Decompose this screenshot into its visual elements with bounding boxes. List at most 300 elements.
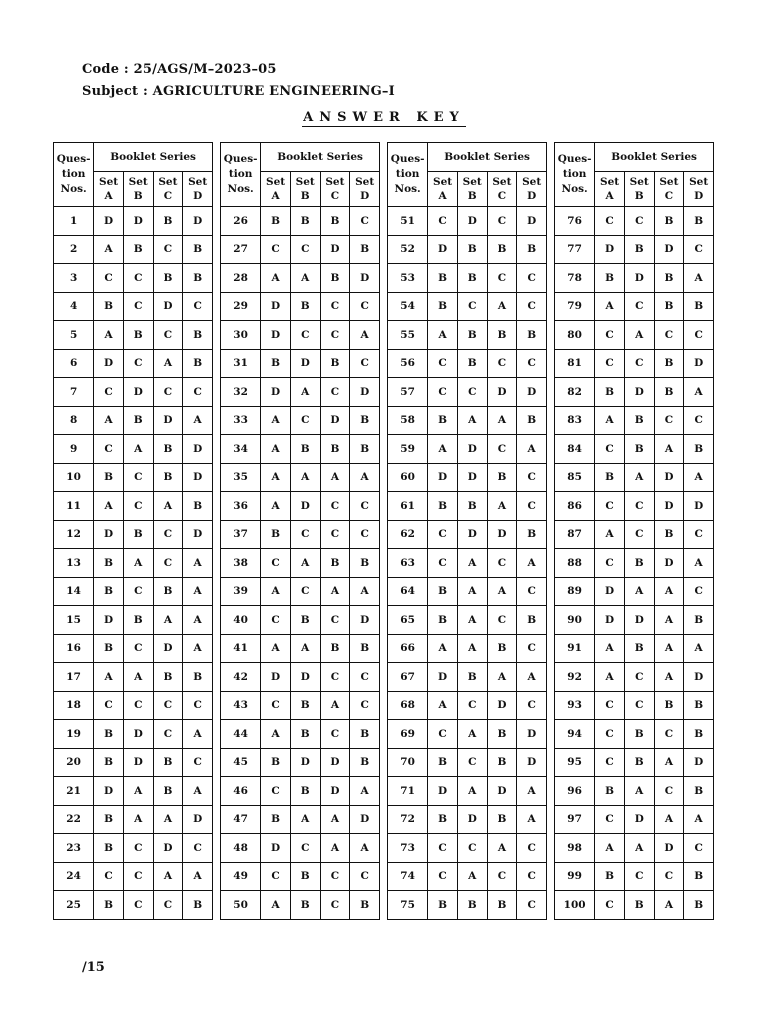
answer-cell: C: [261, 606, 291, 635]
question-number: 39: [221, 577, 261, 606]
answer-cell: D: [487, 691, 517, 720]
answer-cell: C: [320, 378, 350, 407]
set-letter: D: [193, 190, 203, 202]
answer-cell: A: [261, 577, 291, 606]
table-row: [54, 862, 213, 891]
answer-cell: A: [624, 321, 654, 350]
question-number: 23: [54, 834, 94, 863]
answer-cell: A: [517, 549, 547, 578]
question-number: 17: [54, 663, 94, 692]
table-row: [54, 606, 213, 635]
answer-cell: B: [153, 435, 183, 464]
answer-cell: A: [123, 549, 153, 578]
answer-cell: B: [350, 748, 380, 777]
answer-cell: B: [457, 235, 487, 264]
answer-cell: C: [290, 406, 320, 435]
answer-cell: A: [261, 463, 291, 492]
answer-cell: D: [261, 378, 291, 407]
answer-cell: D: [350, 606, 380, 635]
table-row: [221, 463, 380, 492]
answer-cell: C: [428, 549, 458, 578]
table-row: [555, 834, 714, 863]
set-header: [457, 172, 487, 207]
question-number: 67: [388, 663, 428, 692]
table-row: [54, 463, 213, 492]
answer-cell: B: [183, 321, 213, 350]
answer-cell: A: [320, 463, 350, 492]
answer-cell: A: [457, 777, 487, 806]
answer-cell: B: [94, 748, 124, 777]
booklet-series-header: Booklet Series: [428, 143, 547, 172]
answer-cell: B: [290, 691, 320, 720]
answer-cell: D: [684, 349, 714, 378]
question-number: 90: [555, 606, 595, 635]
table-row: [221, 378, 380, 407]
table-row: [54, 805, 213, 834]
table-row: [54, 549, 213, 578]
question-number: 35: [221, 463, 261, 492]
answer-cell: D: [457, 463, 487, 492]
answer-cell: D: [654, 492, 684, 521]
question-number: 68: [388, 691, 428, 720]
answer-cell: A: [457, 406, 487, 435]
answer-cell: C: [94, 378, 124, 407]
answer-cell: A: [183, 406, 213, 435]
set-letter: B: [467, 190, 477, 202]
answer-cell: B: [457, 321, 487, 350]
answer-cell: C: [595, 691, 625, 720]
answer-cell: C: [654, 862, 684, 891]
answer-cell: D: [290, 349, 320, 378]
answer-cell: B: [624, 235, 654, 264]
answer-cell: B: [457, 264, 487, 293]
question-number: 20: [54, 748, 94, 777]
table-row: [221, 292, 380, 321]
answer-cell: B: [94, 891, 124, 920]
table-row: [555, 805, 714, 834]
table-row: [555, 292, 714, 321]
answer-cell: C: [350, 207, 380, 236]
answer-cell: A: [261, 264, 291, 293]
answer-cell: C: [487, 549, 517, 578]
answer-cell: A: [595, 406, 625, 435]
set-header: [183, 172, 213, 207]
booklet-series-header: Booklet Series: [595, 143, 714, 172]
set-letter: B: [133, 190, 143, 202]
table-row: [54, 321, 213, 350]
question-header-text: tion: [562, 168, 587, 180]
answer-cell: B: [350, 406, 380, 435]
question-number: 7: [54, 378, 94, 407]
question-number: 89: [555, 577, 595, 606]
answer-cell: C: [153, 720, 183, 749]
answer-cell: C: [123, 862, 153, 891]
answer-cell: B: [94, 634, 124, 663]
table-row: [555, 748, 714, 777]
answer-cell: B: [153, 463, 183, 492]
answer-cell: A: [94, 321, 124, 350]
set-header: [624, 172, 654, 207]
question-number: 64: [388, 577, 428, 606]
answer-cell: C: [261, 862, 291, 891]
answer-cell: B: [320, 549, 350, 578]
table-row: [221, 207, 380, 236]
question-number: 51: [388, 207, 428, 236]
answer-cell: A: [261, 435, 291, 464]
table-row: [555, 207, 714, 236]
question-number: 36: [221, 492, 261, 521]
question-header-text: Ques-: [223, 153, 258, 165]
answer-cell: B: [684, 777, 714, 806]
table-row: [555, 606, 714, 635]
question-number: 41: [221, 634, 261, 663]
answer-cell: A: [428, 435, 458, 464]
set-word: Set: [689, 176, 709, 188]
answer-cell: B: [350, 549, 380, 578]
answer-cell: C: [684, 577, 714, 606]
answer-cell: C: [684, 520, 714, 549]
answer-cell: C: [428, 834, 458, 863]
answer-cell: A: [684, 634, 714, 663]
answer-cell: C: [624, 862, 654, 891]
answer-cell: C: [123, 492, 153, 521]
answer-cell: A: [457, 634, 487, 663]
answer-cell: B: [624, 435, 654, 464]
answer-cell: B: [684, 292, 714, 321]
question-number: 21: [54, 777, 94, 806]
question-number: 29: [221, 292, 261, 321]
answer-cell: C: [654, 321, 684, 350]
table-row: [221, 520, 380, 549]
table-row: [221, 264, 380, 293]
answer-cell: B: [183, 235, 213, 264]
set-word: Set: [355, 176, 375, 188]
answer-cell: D: [320, 777, 350, 806]
set-letter: C: [163, 190, 173, 202]
answer-cell: D: [654, 235, 684, 264]
table-row: [388, 349, 547, 378]
answer-cell: A: [684, 378, 714, 407]
answer-cell: C: [123, 463, 153, 492]
answer-cell: D: [261, 663, 291, 692]
answer-cell: B: [517, 406, 547, 435]
answer-cell: B: [183, 264, 213, 293]
answer-cell: D: [183, 435, 213, 464]
answer-cell: B: [487, 634, 517, 663]
answer-cell: C: [517, 862, 547, 891]
answer-cell: B: [350, 634, 380, 663]
table-row: [555, 349, 714, 378]
table-row: [555, 862, 714, 891]
table-row: [555, 777, 714, 806]
answer-cell: B: [183, 891, 213, 920]
question-number: 28: [221, 264, 261, 293]
set-header: [290, 172, 320, 207]
answer-cell: C: [320, 891, 350, 920]
answer-cell: A: [123, 777, 153, 806]
answer-cell: B: [487, 805, 517, 834]
answer-cell: A: [428, 691, 458, 720]
answer-cell: A: [654, 606, 684, 635]
answer-cell: B: [654, 520, 684, 549]
answer-cell: C: [595, 349, 625, 378]
answer-cell: C: [290, 834, 320, 863]
table-row: [388, 378, 547, 407]
answer-cell: B: [654, 349, 684, 378]
answer-cell: C: [624, 207, 654, 236]
set-header: [350, 172, 380, 207]
answer-cell: C: [183, 691, 213, 720]
question-number: 95: [555, 748, 595, 777]
question-number: 25: [54, 891, 94, 920]
answer-cell: D: [517, 720, 547, 749]
question-number: 31: [221, 349, 261, 378]
question-number: 3: [54, 264, 94, 293]
answer-cell: C: [261, 235, 291, 264]
answer-cell: B: [153, 207, 183, 236]
question-header-text: Ques-: [557, 153, 592, 165]
answer-cell: C: [457, 691, 487, 720]
answer-cell: A: [94, 663, 124, 692]
answer-cell: B: [595, 862, 625, 891]
answer-cell: B: [624, 634, 654, 663]
answer-cell: B: [487, 235, 517, 264]
table-row: [54, 834, 213, 863]
answer-cell: B: [94, 834, 124, 863]
table-row: [54, 663, 213, 692]
set-word: Set: [295, 176, 315, 188]
answer-cell: C: [457, 378, 487, 407]
answer-cell: B: [350, 435, 380, 464]
answer-cell: A: [624, 463, 654, 492]
question-number: 54: [388, 292, 428, 321]
table-row: [54, 492, 213, 521]
answer-cell: D: [261, 321, 291, 350]
answer-cell: A: [261, 634, 291, 663]
answer-cell: C: [684, 321, 714, 350]
answer-cell: D: [457, 435, 487, 464]
answer-cell: A: [487, 492, 517, 521]
answer-cell: C: [320, 606, 350, 635]
set-word: Set: [492, 176, 512, 188]
table-row: [555, 663, 714, 692]
answer-cell: D: [624, 378, 654, 407]
question-number: 45: [221, 748, 261, 777]
set-letter: C: [497, 190, 507, 202]
answer-cell: A: [290, 264, 320, 293]
answer-cell: B: [654, 691, 684, 720]
answer-cell: C: [595, 748, 625, 777]
question-number: 10: [54, 463, 94, 492]
answer-cell: A: [153, 492, 183, 521]
answer-cell: A: [428, 321, 458, 350]
answer-cell: A: [261, 406, 291, 435]
answer-cell: C: [457, 292, 487, 321]
question-number: 82: [555, 378, 595, 407]
answer-cell: B: [517, 520, 547, 549]
answer-cell: B: [123, 321, 153, 350]
answer-cell: D: [428, 235, 458, 264]
answer-cell: B: [153, 577, 183, 606]
answer-cell: A: [350, 577, 380, 606]
table-row: [221, 663, 380, 692]
answer-cell: B: [624, 720, 654, 749]
answer-cell: C: [517, 349, 547, 378]
question-header-text: Ques-: [56, 153, 91, 165]
question-number: 22: [54, 805, 94, 834]
table-row: [54, 634, 213, 663]
answer-cell: A: [153, 862, 183, 891]
answer-cell: C: [350, 862, 380, 891]
answer-cell: D: [183, 520, 213, 549]
table-row: [54, 435, 213, 464]
question-number: 77: [555, 235, 595, 264]
answer-cell: A: [654, 435, 684, 464]
answer-cell: B: [457, 492, 487, 521]
answer-cell: D: [684, 663, 714, 692]
answer-cell: B: [261, 520, 291, 549]
answer-cell: A: [350, 321, 380, 350]
answer-cell: B: [457, 349, 487, 378]
answer-cell: C: [517, 492, 547, 521]
answer-cell: B: [487, 748, 517, 777]
answer-cell: D: [487, 777, 517, 806]
table-row: [221, 349, 380, 378]
answer-cell: A: [183, 577, 213, 606]
answer-cell: A: [684, 805, 714, 834]
answer-cell: D: [123, 720, 153, 749]
answer-cell: B: [457, 663, 487, 692]
answer-cell: B: [624, 748, 654, 777]
answer-cell: A: [595, 834, 625, 863]
answer-table: [554, 142, 714, 920]
question-number: 12: [54, 520, 94, 549]
table-row: [221, 720, 380, 749]
table-row: [221, 235, 380, 264]
answer-cell: C: [290, 520, 320, 549]
answer-cell: A: [428, 634, 458, 663]
answer-cell: D: [624, 606, 654, 635]
answer-cell: A: [487, 292, 517, 321]
answer-cell: D: [94, 349, 124, 378]
question-number: 71: [388, 777, 428, 806]
answer-cell: C: [290, 321, 320, 350]
question-number: 44: [221, 720, 261, 749]
answer-key-title: ANSWER KEY: [303, 110, 465, 125]
table-row: [555, 264, 714, 293]
answer-cell: B: [153, 663, 183, 692]
question-number: 55: [388, 321, 428, 350]
table-row: [555, 321, 714, 350]
answer-cell: B: [183, 663, 213, 692]
answer-cell: D: [457, 520, 487, 549]
question-number: 26: [221, 207, 261, 236]
answer-cell: C: [123, 834, 153, 863]
answer-cell: B: [684, 720, 714, 749]
answer-cell: C: [123, 349, 153, 378]
question-number: 1: [54, 207, 94, 236]
answer-cell: C: [320, 663, 350, 692]
answer-cell: B: [290, 720, 320, 749]
table-row: [555, 549, 714, 578]
table-row: [388, 862, 547, 891]
answer-cell: D: [624, 805, 654, 834]
answer-cell: D: [153, 292, 183, 321]
page-title: [0, 110, 768, 125]
exam-code: Code : 25/AGS/M–2023–05: [82, 62, 277, 77]
answer-cell: D: [94, 520, 124, 549]
table-row: [54, 264, 213, 293]
table-row: [221, 862, 380, 891]
answer-cell: C: [624, 691, 654, 720]
set-header: [153, 172, 183, 207]
answer-cell: B: [94, 463, 124, 492]
set-letter: C: [330, 190, 340, 202]
answer-cell: C: [624, 492, 654, 521]
answer-cell: C: [517, 264, 547, 293]
table-row: [54, 691, 213, 720]
table-row: [388, 292, 547, 321]
question-number: 59: [388, 435, 428, 464]
answer-cell: A: [457, 549, 487, 578]
answer-cell: B: [595, 463, 625, 492]
question-number: 42: [221, 663, 261, 692]
set-letter: A: [438, 190, 447, 202]
answer-cell: C: [261, 777, 291, 806]
set-header: [94, 172, 124, 207]
question-number-header: [555, 143, 595, 207]
answer-cell: D: [153, 406, 183, 435]
table-row: [555, 720, 714, 749]
answer-cell: D: [153, 834, 183, 863]
answer-cell: A: [183, 862, 213, 891]
question-number: 4: [54, 292, 94, 321]
answer-cell: C: [624, 349, 654, 378]
table-row: [388, 891, 547, 920]
answer-cell: B: [428, 748, 458, 777]
answer-cell: C: [350, 663, 380, 692]
question-number: 9: [54, 435, 94, 464]
table-row: [388, 492, 547, 521]
table-row: [54, 720, 213, 749]
answer-cell: D: [654, 549, 684, 578]
question-number: 24: [54, 862, 94, 891]
answer-cell: B: [94, 805, 124, 834]
answer-table: [387, 142, 547, 920]
answer-cell: A: [457, 577, 487, 606]
question-number: 63: [388, 549, 428, 578]
question-header-text: tion: [395, 168, 420, 180]
question-number: 6: [54, 349, 94, 378]
question-number-header: [221, 143, 261, 207]
answer-cell: A: [595, 663, 625, 692]
answer-cell: C: [457, 748, 487, 777]
question-number: 47: [221, 805, 261, 834]
answer-cell: A: [624, 777, 654, 806]
answer-cell: C: [487, 862, 517, 891]
question-number: 37: [221, 520, 261, 549]
question-number: 69: [388, 720, 428, 749]
answer-cell: B: [684, 207, 714, 236]
answer-cell: C: [487, 349, 517, 378]
question-number: 80: [555, 321, 595, 350]
set-header: [261, 172, 291, 207]
answer-cell: A: [153, 606, 183, 635]
question-number: 46: [221, 777, 261, 806]
answer-cell: A: [487, 834, 517, 863]
answer-cell: B: [123, 235, 153, 264]
set-letter: D: [694, 190, 704, 202]
